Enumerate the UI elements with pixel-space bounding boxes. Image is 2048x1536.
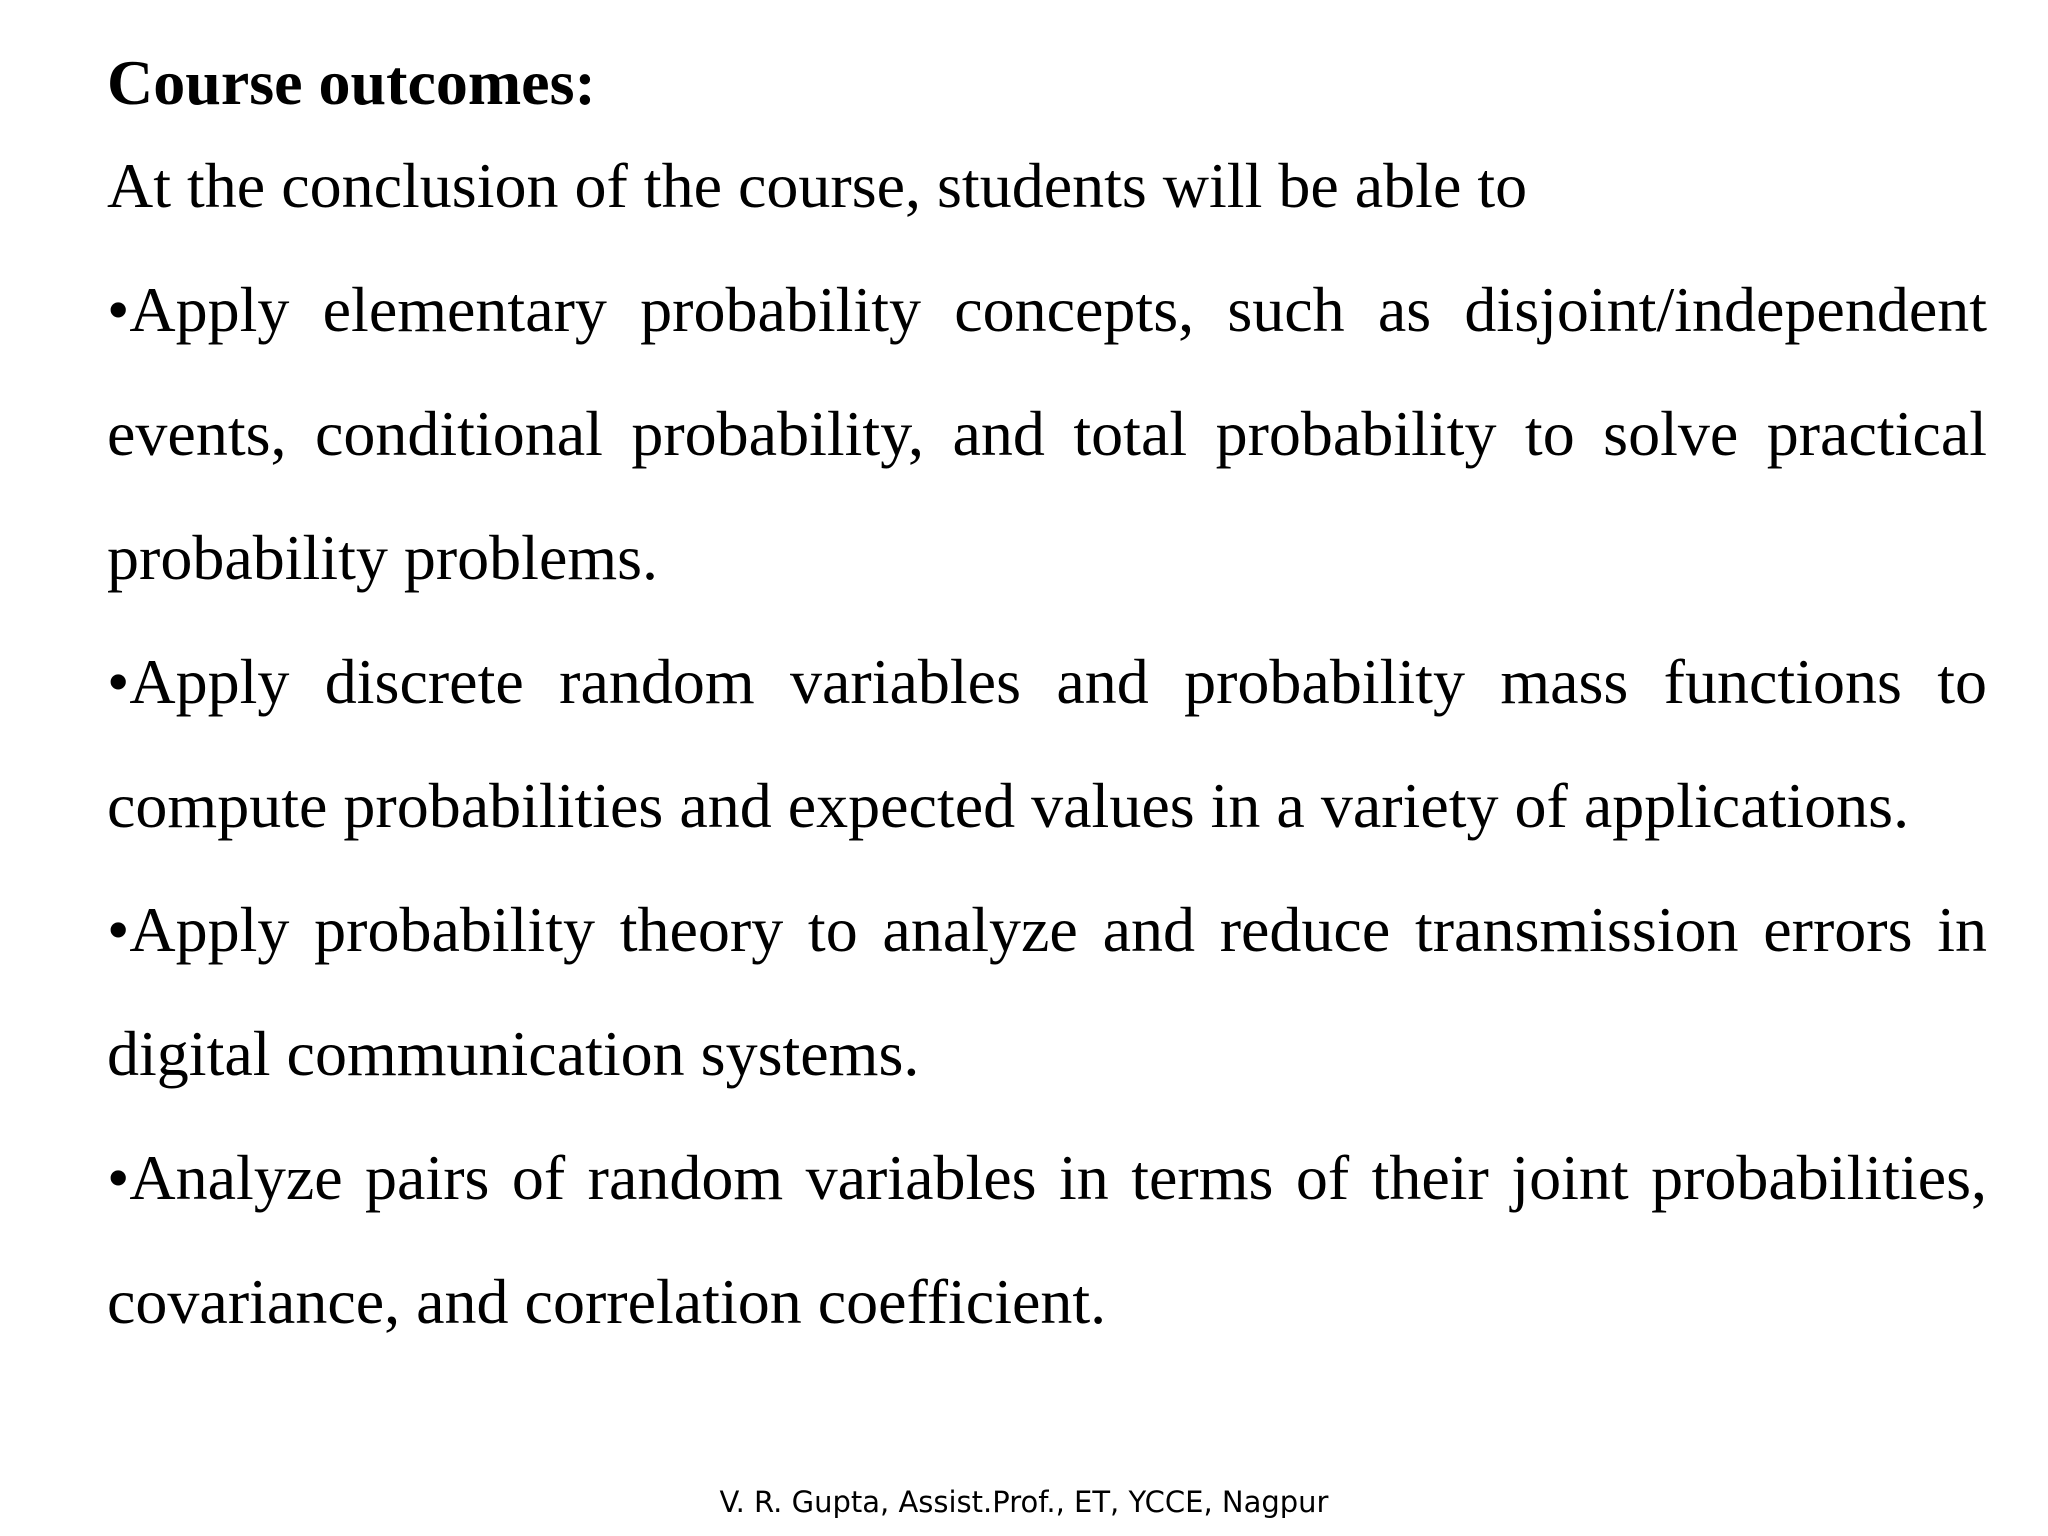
slide-content [107, 42, 1987, 1364]
outcome-item-3: •Apply probability theory to analyze and reduce transmission errors in digital communication systems. [107, 894, 1987, 1089]
slide-heading: Course outcomes: [107, 47, 596, 118]
outcome-item-4: •Analyze pairs of random variables in terms of their joint probabilities, covariance, and correlation coefficient. [107, 1142, 1987, 1337]
outcome-item-2: •Apply discrete random variables and probability mass functions to compute probabilities and expected values in a variety of applications. [107, 646, 1987, 841]
intro-text: At the conclusion of the course, students will be able to [107, 150, 1528, 221]
outcome-item-1: •Apply elementary probability concepts, such as disjoint/independent events, conditional probability, and total probability to solve practical probability problems. [107, 274, 1987, 593]
slide-footer: V. R. Gupta, Assist.Prof., ET, YCCE, Nagpur [719, 1485, 1329, 1519]
